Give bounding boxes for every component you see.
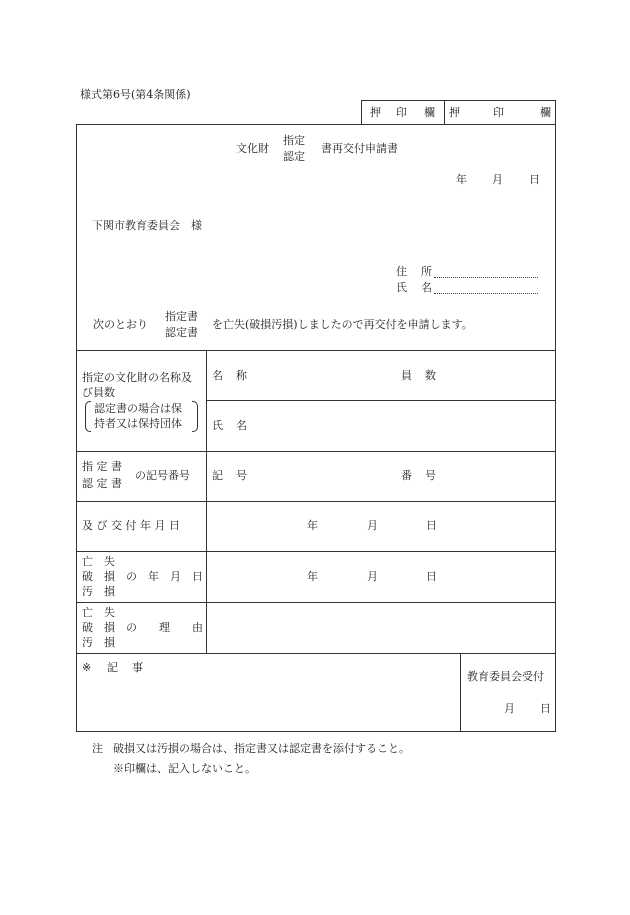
loss-day: 日: [426, 570, 437, 583]
cert-option-certified: 認 定 書: [82, 477, 122, 490]
symbol-label: 号: [236, 469, 247, 482]
applicant-name-label: 名: [421, 281, 432, 294]
reception-month: 月: [504, 702, 515, 715]
holder-note: 認定書の場合は保: [94, 402, 182, 415]
date-year: 年: [456, 173, 467, 186]
seal-box-top-border: [361, 100, 556, 101]
address-dotted-line: [434, 277, 538, 278]
reception-divider: [460, 653, 461, 732]
seal-box-left-border: [361, 100, 362, 125]
applicant-name-label: 氏: [396, 281, 407, 294]
statement-suffix: を亡失(破損汚損)しましたので再交付を申請します。: [212, 318, 473, 331]
count-label: 数: [425, 369, 436, 382]
seal-box-divider: [444, 100, 445, 125]
loss-label: 破 損 の 年 月 日: [82, 570, 203, 583]
table-line: [76, 451, 556, 452]
asset-label: 指定の文化財の名称及: [82, 371, 192, 384]
reason-label: 亡 失: [82, 606, 115, 619]
form-id: 様式第6号(第4条関係): [80, 88, 191, 101]
date-day: 日: [529, 173, 540, 186]
frame-right: [555, 124, 556, 732]
seal-col2-char: 印: [493, 106, 504, 119]
reason-label: 汚 損: [82, 636, 115, 649]
statement-option-designated: 指定書: [165, 310, 198, 323]
issue-year: 年: [307, 519, 318, 532]
count-label: 員: [401, 369, 412, 382]
title-prefix: 文化財: [236, 142, 269, 155]
holder-note: 持者又は保持団体: [94, 417, 182, 430]
bracket-left: [85, 401, 91, 432]
reason-label: 破 損 の 理 由: [82, 621, 203, 634]
seal-box-right-border: [555, 100, 556, 125]
reception-day: 日: [540, 702, 551, 715]
notes-prefix: 注: [92, 742, 103, 755]
issue-date-label: 及 び 交 付 年 月 日: [82, 519, 180, 532]
table-line: [206, 400, 556, 401]
cert-option-designated: 指 定 書: [82, 460, 122, 473]
issue-day: 日: [426, 519, 437, 532]
frame-left: [76, 124, 77, 732]
cert-suffix: の記号番号: [135, 469, 190, 482]
number-label: 番: [401, 469, 412, 482]
statement-option-certified: 認定書: [165, 326, 198, 339]
bracket-right: [192, 401, 198, 432]
statement-prefix: 次のとおり: [93, 318, 148, 331]
loss-year: 年: [307, 570, 318, 583]
remarks-mark: ※: [82, 661, 92, 674]
note-line: 破損又は汚損の場合は、指定書又は認定書を添付すること。: [113, 742, 410, 755]
applicant-address-label: 住: [396, 265, 407, 278]
table-line: [76, 551, 556, 552]
seal-col1-char: 押: [370, 106, 381, 119]
symbol-label: 記: [212, 469, 223, 482]
remarks-label: 記: [107, 661, 118, 674]
asset-label: び員数: [82, 386, 115, 399]
remarks-label: 事: [132, 661, 143, 674]
title-suffix: 書再交付申請書: [321, 142, 398, 155]
table-line: [76, 602, 556, 603]
seal-col2-char: 欄: [540, 106, 551, 119]
person-name-label: 名: [236, 419, 247, 432]
title-option-certified: 認定: [283, 150, 305, 163]
seal-col1-char: 印: [396, 106, 407, 119]
name-label: 名: [212, 369, 223, 382]
seal-col2-char: 押: [449, 106, 460, 119]
issue-month: 月: [367, 519, 378, 532]
person-name-label: 氏: [212, 419, 223, 432]
date-month: 月: [492, 173, 503, 186]
loss-month: 月: [367, 570, 378, 583]
seal-col1-char: 欄: [424, 106, 435, 119]
loss-label: 汚 損: [82, 585, 115, 598]
title-option-designated: 指定: [283, 134, 305, 147]
frame-bottom: [76, 731, 556, 732]
table-line: [76, 501, 556, 502]
table-line: [76, 350, 556, 351]
addressee: 下関市教育委員会 様: [92, 219, 202, 232]
reception-label: 教育委員会受付: [467, 670, 544, 683]
table-column-divider: [206, 350, 207, 653]
note-line: ※印欄は、記入しないこと。: [113, 762, 256, 775]
table-line: [76, 653, 556, 654]
frame-top: [76, 124, 556, 125]
applicant-address-label: 所: [421, 265, 432, 278]
loss-label: 亡 失: [82, 555, 115, 568]
name-label: 称: [236, 369, 247, 382]
name-dotted-line: [434, 293, 538, 294]
number-label: 号: [425, 469, 436, 482]
